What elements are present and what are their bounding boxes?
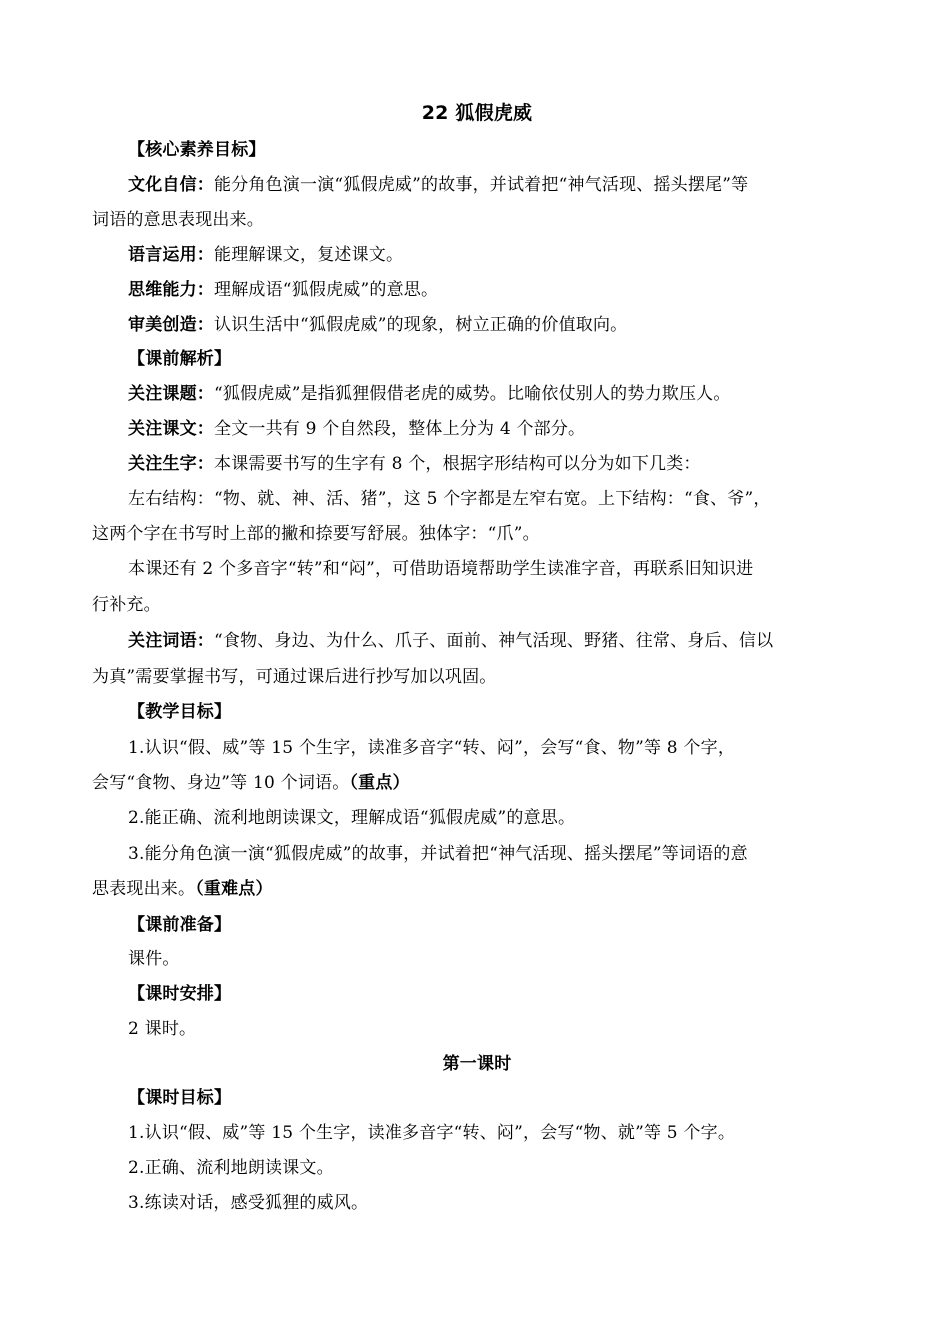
- section-heading-pre-analysis: 【课前解析】: [128, 349, 232, 369]
- text: 会写“食物、身边”等 10 个词语。: [92, 773, 350, 793]
- text: 能分角色演一演“狐假虎威”的故事，并试着把“神气活现、摇头摆尾”等: [214, 175, 749, 195]
- lesson-title: 第一课时: [442, 1054, 512, 1074]
- goal-1-line1: 1.认识“假、威”等 15 个生字，读准多音字“转、闷”，会写“食、物”等 8 个字，: [128, 738, 736, 758]
- section-heading-lesson-goals: 【课时目标】: [128, 1088, 232, 1108]
- paragraph-continuation: 词语的意思表现出来。: [92, 210, 264, 230]
- paragraph-language-use: [92, 244, 862, 266]
- text: 本课需要书写的生字有 8 个，根据字形结构可以分为如下几类：: [214, 454, 701, 474]
- lesson-goal-3: 3.练读对话，感受狐狸的威风。: [128, 1193, 369, 1213]
- section-heading-schedule: 【课时安排】: [128, 984, 232, 1004]
- tag-key-point: （重点）: [349, 773, 410, 793]
- paragraph-cultural-confidence: [92, 174, 862, 196]
- text: “食物、身边、为什么、爪子、面前、神气活现、野猪、往常、身后、信以: [214, 631, 774, 651]
- paragraph-aesthetic: [92, 314, 862, 336]
- label: 关注生字：: [128, 454, 214, 474]
- text: 理解成语“狐假虎威”的意思。: [214, 280, 439, 300]
- label: 审美创造：: [128, 315, 214, 335]
- tag-difficult-point: （重难点）: [195, 879, 273, 899]
- paragraph-structure-line1: 左右结构：“物、就、神、活、猪”，这 5 个字都是左窄右宽。上下结构：“食、爷”，: [128, 489, 771, 509]
- paragraph-topic: [92, 383, 862, 405]
- text: “狐假虎威”是指狐狸假借老虎的威势。比喻依仗别人的势力欺压人。: [214, 384, 731, 404]
- label: 关注课文：: [128, 419, 214, 439]
- goal-3-line2: [92, 878, 862, 900]
- text: 思表现出来。: [92, 879, 196, 899]
- label: 思维能力：: [128, 280, 214, 300]
- text: 认识生活中“狐假虎威”的现象，树立正确的价值取向。: [214, 315, 628, 335]
- lesson-goal-1: 1.认识“假、威”等 15 个生字，读准多音字“转、闷”，会写“物、就”等 5 个字。: [128, 1123, 736, 1143]
- paragraph-words-line2: 为真”需要掌握书写，可通过课后进行抄写加以巩固。: [92, 667, 497, 687]
- document-title: 22 狐假虎威: [421, 102, 533, 124]
- paragraph-thinking: [92, 279, 862, 301]
- paragraph-polyphone-line1: 本课还有 2 个多音字“转”和“闷”，可借助语境帮助学生读准字音，再联系旧知识进: [128, 559, 754, 579]
- label: 语言运用：: [128, 245, 214, 265]
- section-heading-preparation: 【课前准备】: [128, 915, 232, 935]
- section-heading-teaching-goals: 【教学目标】: [128, 702, 232, 722]
- lesson-goal-2: 2.正确、流利地朗读课文。: [128, 1158, 334, 1178]
- paragraph-words: [92, 630, 862, 652]
- label: 关注课题：: [128, 384, 214, 404]
- preparation-text: 课件。: [128, 949, 180, 969]
- schedule-text: 2 课时。: [128, 1019, 197, 1039]
- goal-3-line1: 3.能分角色演一演“狐假虎威”的故事，并试着把“神气活现、摇头摆尾”等词语的意: [128, 844, 748, 864]
- text: 全文一共有 9 个自然段，整体上分为 4 个部分。: [214, 419, 586, 439]
- text: 能理解课文，复述课文。: [214, 245, 404, 265]
- paragraph-text: [92, 418, 862, 440]
- label: 关注词语：: [128, 631, 214, 651]
- paragraph-polyphone-line2: 行补充。: [92, 595, 161, 615]
- goal-1-line2: [92, 772, 862, 794]
- goal-2: 2.能正确、流利地朗读课文，理解成语“狐假虎威”的意思。: [128, 808, 576, 828]
- label: 文化自信：: [128, 175, 214, 195]
- paragraph-new-chars: [92, 453, 862, 475]
- section-heading-core-goals: 【核心素养目标】: [128, 140, 266, 160]
- paragraph-structure-line2: 这两个字在书写时上部的撇和捺要写舒展。独体字：“爪”。: [92, 524, 540, 544]
